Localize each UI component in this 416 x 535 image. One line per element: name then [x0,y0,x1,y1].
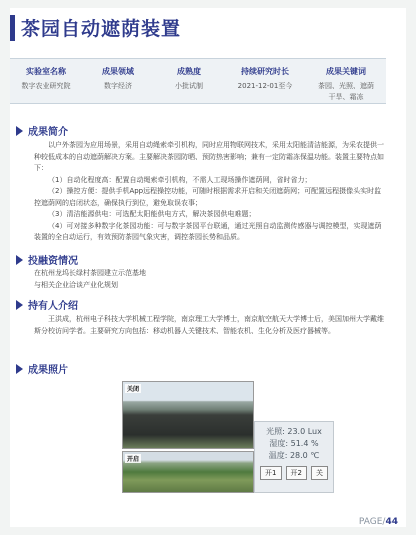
section-title: 成果简介 [28,127,68,138]
section-title: 持有人介绍 [28,301,78,312]
page-title: 茶园自动遮荫装置 [21,18,182,40]
sensor-light: 光照: 23.0 Lux [266,427,322,436]
paragraph: （2）操控方便：提供手机App远程操控功能，可随时根据需求开启和关闭遮荫网；可配置远程摄像头实时监控遮荫网的启闭状态，确保执行到位，避免取误农事； [34,187,382,207]
control-buttons [255,466,333,480]
paragraph: （3）清洁能源供电：可选配太阳能供电方式，解决茶园供电难题； [48,210,256,218]
paragraph: 王洪成，杭州电子科技大学机械工程学院，南京理工大学博士，南京航空航天大学博士后，美国加州大学戴维斯分校访问学者。主要研究方向包括：移动机器人关键技术、智能农机、生化分析及医疗器械等。 [34,315,384,335]
open1-button[interactable]: 开1 [260,466,281,480]
info-header: 持续研究时长 [241,67,289,76]
photo-tag-closed: 关闭 [127,386,140,393]
info-table [10,58,386,104]
open2-button[interactable]: 开2 [286,466,307,480]
page-label: PAGE/ [358,517,386,527]
photo-closed [122,381,254,449]
info-col-field [82,59,154,103]
section-investment-body [34,268,384,291]
sensor-panel [254,421,334,493]
info-value: 小批试制 [175,82,203,90]
paragraph: （1）自动化程度高：配置自动绳索牵引机构，不需人工现场操作遮荫网，省时省力； [48,175,312,184]
info-col-lab [10,59,82,103]
section-intro-heading [16,123,68,138]
section-photos-heading [16,361,68,376]
page-number-value: 44 [385,517,398,527]
photo-tag-open: 开启 [127,456,140,463]
info-header: 成果领域 [102,67,134,76]
photo-open [122,451,254,493]
triangle-icon [16,255,23,265]
info-col-keywords [306,59,386,103]
paragraph: 在杭州龙坞长绿村茶园建立示范基地 [34,269,146,277]
sensor-humidity: 湿度: 51.4 % [269,439,319,448]
triangle-icon [16,300,23,310]
photo-composite [112,381,332,493]
section-holder-heading [16,297,78,312]
info-header: 成熟度 [177,67,201,76]
paragraph: 以户外茶园为应用场景，采用自动绳索牵引机构，同时应用物联网技术，采用太阳能清洁能源，为采农提供一种较低成本的自动遮荫解决方案。主要解决茶园防晒、预防热害影响；兼有一定防霜冻保温功能。装置主要特点如下： [34,141,384,172]
section-investment-heading [16,252,78,267]
info-value: 2021-12-01至今 [237,82,293,90]
section-intro-body [34,140,384,244]
info-value: 数字经济 [104,82,132,90]
triangle-icon [16,126,23,136]
sensor-temperature: 温度: 28.0 ℃ [268,451,320,460]
info-value: 数字农业研究院 [21,82,71,90]
paragraph: 与相关企业洽谈产业化规划 [34,280,118,289]
info-header: 成果关键词 [326,67,366,76]
section-title: 成果照片 [28,365,68,376]
info-header: 实验室名称 [26,67,66,76]
triangle-icon [16,364,23,374]
close-button[interactable]: 关 [311,466,328,480]
info-value: 茶园、光照、遮荫 干旱、霜冻 [318,82,374,101]
title-accent-bar [10,15,15,41]
info-col-duration [224,59,306,103]
page-number [359,517,398,527]
info-col-maturity [154,59,224,103]
title-block [10,14,181,41]
section-title: 投融资情况 [28,256,78,267]
section-holder-body [34,314,384,337]
paragraph: （4）可对接多种数字化茶园功能：可与数字茶园平台联通，通过光照自动监测传感器与调控模型，实现遮荫装置的全自动运行，有效预防茶园气象灾害，调控茶园长势和品质。 [34,221,382,241]
